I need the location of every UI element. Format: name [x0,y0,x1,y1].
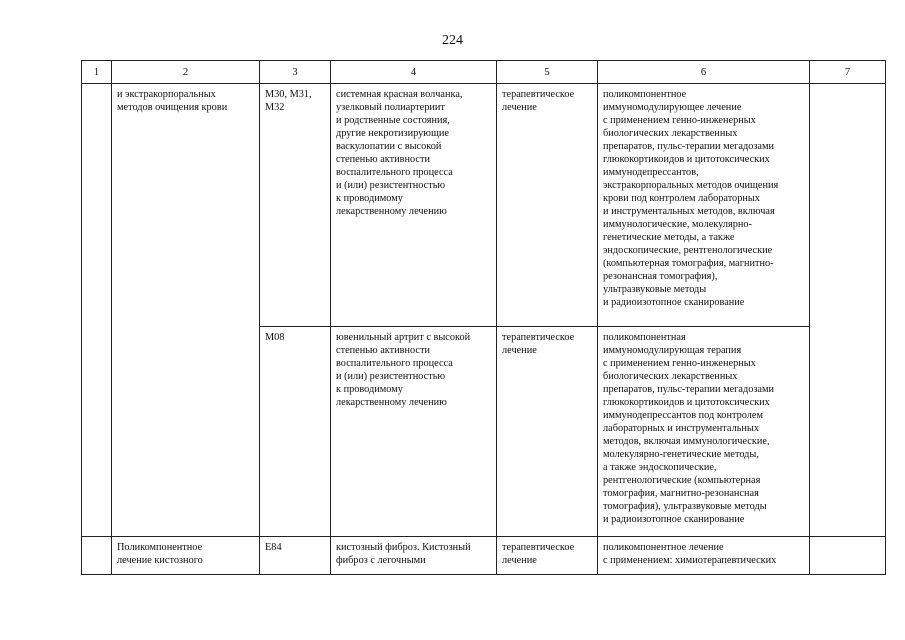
row-number-cell [82,537,112,575]
icd-code-cell: M30, M31, M32 [260,84,331,327]
treatment-type-cell: терапевтическое лечение [497,84,598,327]
treatment-method-cell: поликомпонентное иммуномодулирующее лечение с применением генно-инженерных биологических лекарственных препаратов, пульс-терапии мегадозами глюкокортикоидов и цитотоксических иммунодепрессантов, экстракорпоральных методов очищения крови под контролем лабораторных и инструментальных методов, включая иммунологические, молекулярно- генетические методы, а также эндоскопические, рентгенологические (компьютерная томография, магнитно- резонансная томография), ультразвуковые методы и радиоизотопное сканирование [598,84,810,327]
treatment-type-cell: терапевтическое лечение [497,327,598,537]
table-row [82,537,886,575]
treatment-method-cell: поликомпонентное лечение с применением: химиотерапевтических [598,537,810,575]
treatment-method-cell: поликомпонентная иммуномодулирующая терапия с применением генно-инженерных биологических лекарственных препаратов, пульс-терапии мегадозами глюкокортикоидов и цитотоксических иммунодепрессантов под контролем лабораторных и инструментальных методов, включая иммунологические, молекулярно-генетические методы, а также эндоскопические, рентгенологические (компьютерная томография, магнитно-резонансная томография), ультразвуковые методы и радиоизотопное сканирование [598,327,810,537]
column-number: 6 [598,61,810,84]
diagnosis-cell: ювенильный артрит с высокой степенью активности воспалительного процесса и (или) резистентностью к проводимому лекарственному лечению [331,327,497,537]
column-number: 5 [497,61,598,84]
column-number-row [82,61,886,84]
diagnosis-cell: кистозный фиброз. Кистозный фиброз с легочными [331,537,497,575]
column-number: 1 [82,61,112,84]
icd-code-cell: M08 [260,327,331,537]
treatment-name-cell: Поликомпонентное лечение кистозного [112,537,260,575]
treatment-table [81,60,886,575]
icd-code-cell: E84 [260,537,331,575]
row-number-cell [82,84,112,537]
cost-cell [810,84,886,537]
column-number: 2 [112,61,260,84]
column-number: 3 [260,61,331,84]
column-number: 7 [810,61,886,84]
table-row [82,84,886,327]
cost-cell [810,537,886,575]
treatment-type-cell: терапевтическое лечение [497,537,598,575]
page-number: 224 [442,33,463,48]
diagnosis-cell: системная красная волчанка, узелковый полиартериит и родственные состояния, другие некротизирующие васкулопатии с высокой степенью активности воспалительного процесса и (или) резистентностью к проводимому лекарственному лечению [331,84,497,327]
treatment-name-cell: и экстракорпоральных методов очищения крови [112,84,260,537]
column-number: 4 [331,61,497,84]
